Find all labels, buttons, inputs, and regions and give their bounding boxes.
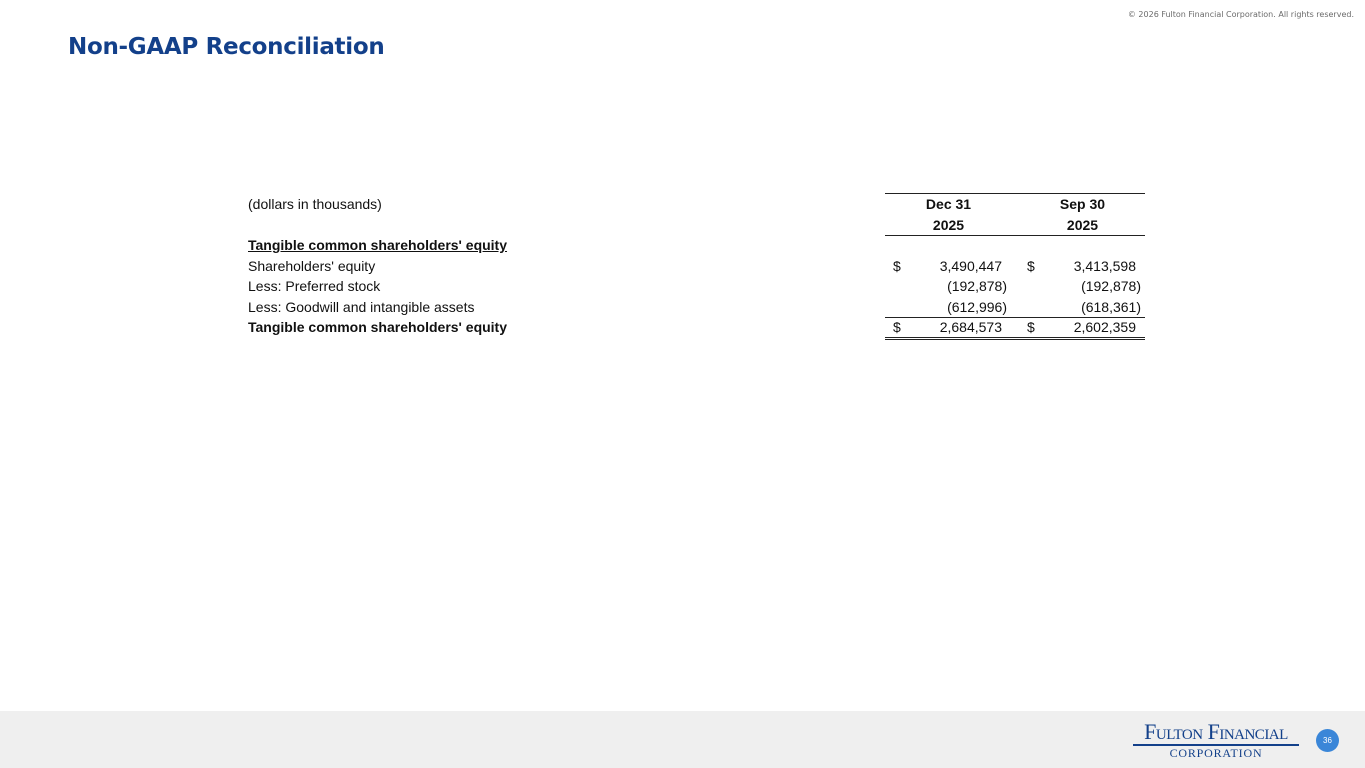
value-dec31: (192,878) xyxy=(947,278,1007,294)
page-title: Non-GAAP Reconciliation xyxy=(68,34,385,60)
currency-symbol: $ xyxy=(1027,257,1035,274)
column-header-1-line2: 2025 xyxy=(932,216,965,233)
reconciliation-table xyxy=(248,193,1145,337)
currency-symbol: $ xyxy=(1027,319,1035,335)
value-sep30: (618,361) xyxy=(1081,298,1141,315)
logo-subtitle: CORPORATION xyxy=(1169,746,1263,760)
page-number-badge: 36 xyxy=(1316,729,1339,752)
row-label: Shareholders' equity xyxy=(248,257,376,274)
total-label: Tangible common shareholders' equity xyxy=(248,319,508,335)
header-row-2 xyxy=(248,214,1145,235)
value-sep30: (192,878) xyxy=(1081,278,1141,294)
table-row xyxy=(248,296,1145,317)
units-note: (dollars in thousands) xyxy=(248,196,382,212)
value-dec31: (612,996) xyxy=(947,298,1007,315)
total-dec31: 2,684,573 xyxy=(939,319,1002,335)
copyright-notice: © 2026 Fulton Financial Corporation. All rights reserved. xyxy=(1127,10,1354,19)
column-header-2-line1: Sep 30 xyxy=(1059,196,1106,212)
section-heading-row xyxy=(248,234,1145,255)
total-double-rule xyxy=(885,337,1145,340)
row-label: Less: Preferred stock xyxy=(248,278,381,294)
value-dec31: 3,490,447 xyxy=(939,257,1002,274)
footer-bar xyxy=(0,711,1365,768)
logo-wordmark: Fulton Financial xyxy=(1144,719,1288,744)
row-label: Less: Goodwill and intangible assets xyxy=(248,298,475,315)
column-header-1-line1: Dec 31 xyxy=(925,196,972,212)
total-sep30: 2,602,359 xyxy=(1073,319,1136,335)
column-header-2-line2: 2025 xyxy=(1066,216,1099,233)
table-row xyxy=(248,275,1145,296)
currency-symbol: $ xyxy=(893,319,901,335)
fulton-financial-logo xyxy=(1133,721,1299,759)
section-heading: Tangible common shareholders' equity xyxy=(248,237,508,253)
value-sep30: 3,413,598 xyxy=(1073,257,1136,274)
currency-symbol: $ xyxy=(893,257,901,274)
total-row xyxy=(248,316,1145,337)
header-row-1 xyxy=(248,193,1145,214)
table-row xyxy=(248,255,1145,276)
